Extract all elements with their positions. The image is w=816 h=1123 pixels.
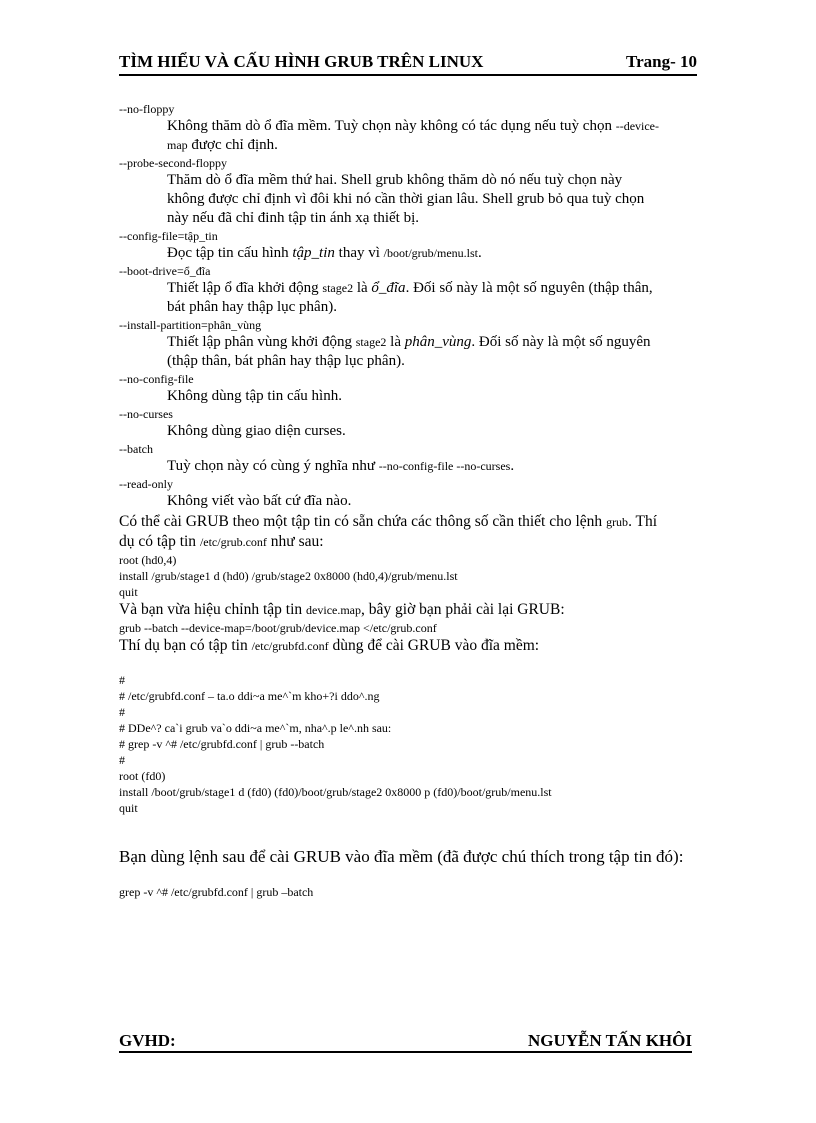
footer-author-name: NGUYỄN TẤN KHÔI xyxy=(527,1031,692,1050)
text-run: Không dùng tập tin cấu hình. xyxy=(167,388,342,404)
inline-code: /boot/grub/menu.lst xyxy=(383,246,478,260)
document-body xyxy=(119,102,709,900)
option-description xyxy=(167,171,709,228)
text-run: là xyxy=(353,280,372,296)
paragraph xyxy=(119,636,709,656)
text-run: Thí dụ bạn có tập tin xyxy=(119,637,252,654)
option-description xyxy=(167,244,709,263)
inline-code: /etc/grub.conf xyxy=(199,535,267,549)
text-run: Không thăm dò ổ đĩa mềm. Tuỳ chọn này không có tác dụng nếu tuỳ chọn xyxy=(167,118,616,134)
inline-code: --no-config-file --no-curses xyxy=(378,459,511,473)
text-run: dụ có tập tin xyxy=(119,533,200,550)
text-line xyxy=(167,279,709,298)
code-line: grub --batch --device-map=/boot/grub/device.map </etc/grub.conf xyxy=(119,621,437,635)
code-line: # xyxy=(119,673,125,687)
text-line xyxy=(119,846,709,868)
text-line xyxy=(167,457,709,476)
option-description xyxy=(167,457,709,476)
text-run: . Đối số này là một số nguyên xyxy=(471,334,651,350)
text-line xyxy=(167,209,709,228)
option-name: --config-file=tập_tin xyxy=(119,229,218,243)
text-line xyxy=(119,600,709,620)
text-line xyxy=(167,136,709,155)
text-line xyxy=(167,492,709,511)
text-line xyxy=(119,512,709,532)
text-line xyxy=(167,171,709,190)
text-run: . Đối số này là một số nguyên (thập thân, xyxy=(405,280,653,296)
text-run: , bây giờ bạn phải cài lại GRUB: xyxy=(361,601,565,618)
document-title: TÌM HIỂU VÀ CẤU HÌNH GRUB TRÊN LINUX xyxy=(119,52,484,71)
page-number: Trang- 10 xyxy=(626,52,697,71)
option-description xyxy=(167,492,709,511)
option-description xyxy=(167,387,709,406)
text-run: Không dùng giao diện curses. xyxy=(167,423,346,439)
text-run: . xyxy=(478,245,482,261)
text-line xyxy=(167,190,709,209)
text-line xyxy=(167,298,709,317)
page-header xyxy=(119,52,697,76)
text-line xyxy=(167,387,709,406)
italic-term: phân_vùng xyxy=(404,334,472,350)
text-run: Không viết vào bất cứ đĩa nào. xyxy=(167,493,352,509)
code-line: grep -v ^# /etc/grubfd.conf | grub –batch xyxy=(119,885,314,899)
inline-code: --device- xyxy=(615,119,660,133)
spacer xyxy=(119,816,709,846)
option-description xyxy=(167,422,709,441)
text-run: không được chỉ định vì đôi khi nó cần thời gian lâu. Shell grub bỏ qua tuỳ chọn xyxy=(167,191,645,207)
text-run: . Thí xyxy=(628,513,658,530)
option-name: --boot-drive=ổ_đĩa xyxy=(119,264,211,278)
text-run: Thiết lập ổ đĩa khởi động xyxy=(167,280,323,296)
text-line xyxy=(119,532,709,552)
inline-code: stage2 xyxy=(355,335,387,349)
option-name: --install-partition=phân_vùng xyxy=(119,318,262,332)
text-run: Thăm dò ổ đĩa mềm thứ hai. Shell grub không thăm dò nó nếu tuỳ chọn này xyxy=(167,172,623,188)
text-line xyxy=(119,636,709,656)
code-line: quit xyxy=(119,585,138,599)
option-name: --batch xyxy=(119,442,153,456)
text-run: Và bạn vừa hiệu chỉnh tập tin xyxy=(119,601,307,618)
code-line: install /boot/grub/stage1 d (fd0) (fd0)/boot/grub/stage2 0x8000 p (fd0)/boot/grub/menu.lst xyxy=(119,785,552,799)
code-line: # grep -v ^# /etc/grubfd.conf | grub --batch xyxy=(119,737,325,751)
text-run: Có thể cài GRUB theo một tập tin có sẵn chứa các thông số cần thiết cho lệnh xyxy=(119,513,607,530)
text-run: (thập thân, bát phân hay thập lục phân). xyxy=(167,353,405,369)
code-line: install /grub/stage1 d (hd0) /grub/stage2 0x8000 (hd0,4)/grub/menu.lst xyxy=(119,569,458,583)
option-name: --no-config-file xyxy=(119,372,194,386)
paragraph xyxy=(119,846,709,868)
text-line xyxy=(167,422,709,441)
text-line xyxy=(167,117,709,136)
code-line: # DDe^? ca`i grub va`o ddi~a me^`m, nha^.p le^.nh sau: xyxy=(119,721,392,735)
text-run: được chỉ định. xyxy=(187,137,278,153)
inline-code: grub xyxy=(606,515,629,529)
code-line: root (hd0,4) xyxy=(119,553,177,567)
paragraph xyxy=(119,600,709,620)
text-run: này nếu đã chỉ đinh tập tin ánh xạ thiết bị. xyxy=(167,210,420,226)
italic-term: tập_tin xyxy=(292,245,335,261)
text-line xyxy=(167,352,709,371)
option-description xyxy=(167,333,709,371)
code-line: # xyxy=(119,753,125,767)
text-run: bát phân hay thập lục phân). xyxy=(167,299,337,315)
code-line: root (fd0) xyxy=(119,769,166,783)
text-run: Đọc tập tin cấu hình xyxy=(167,245,293,261)
inline-code: stage2 xyxy=(322,281,354,295)
text-run: Thiết lập phân vùng khởi động xyxy=(167,334,356,350)
text-run: là xyxy=(386,334,405,350)
text-run: Bạn dùng lệnh sau để cài GRUB vào đĩa mềm (đã được chú thích trong tập tin đó): xyxy=(119,847,684,866)
spacer xyxy=(119,656,709,672)
paragraph xyxy=(119,512,709,552)
text-run: thay vì xyxy=(334,245,384,261)
inline-code: map xyxy=(167,138,188,152)
inline-code: /etc/grubfd.conf xyxy=(251,639,329,653)
option-description xyxy=(167,117,709,155)
text-line xyxy=(167,244,709,263)
text-run: Tuỳ chọn này có cùng ý nghĩa như xyxy=(167,458,379,474)
inline-code: device.map xyxy=(306,603,362,617)
footer-advisor-label: GVHD: xyxy=(119,1031,176,1050)
spacer xyxy=(119,868,709,884)
text-run: như sau: xyxy=(266,533,324,550)
italic-term: ổ_đĩa xyxy=(371,280,406,296)
option-description xyxy=(167,279,709,317)
code-line: # /etc/grubfd.conf – ta.o ddi~a me^`m kho+?i ddo^.ng xyxy=(119,689,380,703)
text-run: dùng để cài GRUB vào đĩa mềm: xyxy=(328,637,540,654)
page-footer xyxy=(119,1031,692,1053)
option-name: --no-curses xyxy=(119,407,173,421)
option-name: --no-floppy xyxy=(119,102,175,116)
code-line: quit xyxy=(119,801,138,815)
text-line xyxy=(167,333,709,352)
text-run: . xyxy=(510,458,515,474)
code-line: # xyxy=(119,705,125,719)
option-name: --read-only xyxy=(119,477,173,491)
option-name: --probe-second-floppy xyxy=(119,156,227,170)
